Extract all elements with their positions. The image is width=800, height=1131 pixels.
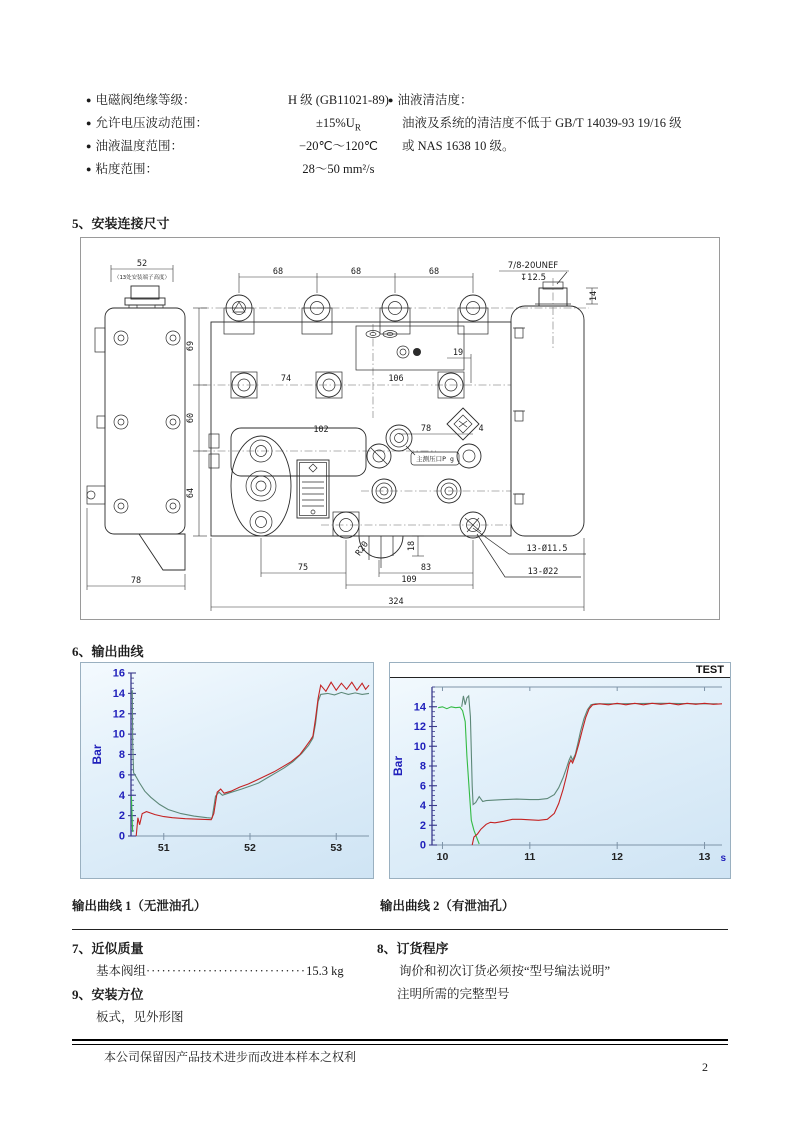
spec-row <box>86 90 413 113</box>
svg-text:2: 2 <box>419 819 426 832</box>
footer-double-rule <box>72 1039 728 1045</box>
section-8-title: 8、订货程序 <box>377 941 449 956</box>
weight-value: 15.3 kg <box>306 964 344 978</box>
section-8-line-2: 注明所需的完整型号 <box>397 987 510 1001</box>
dim-label-102: 102 <box>313 425 329 435</box>
spec-row <box>86 136 413 159</box>
bullet-icon: ● <box>86 141 92 151</box>
dim-label-109: 109 <box>401 575 417 585</box>
installation-drawing <box>81 238 717 617</box>
spec-row <box>86 159 413 182</box>
dim-label-52: 52 <box>136 259 148 269</box>
spec-label: 电磁阀绝缘等级： <box>95 93 196 107</box>
section-7-title: 7、近似质量 <box>72 941 144 956</box>
svg-text:10: 10 <box>112 728 125 741</box>
dim-note-terminal: （13处安装端子高度） <box>113 275 171 281</box>
svg-text:8: 8 <box>419 760 426 773</box>
svg-text:12: 12 <box>611 851 624 863</box>
bullet-icon: ● <box>86 95 92 105</box>
leader-label-22: 13-Ø22 <box>527 567 559 577</box>
svg-text:Bar: Bar <box>391 755 405 777</box>
svg-text:10: 10 <box>436 851 449 863</box>
side-view-right <box>499 261 599 536</box>
divider-rule <box>72 929 728 930</box>
dim-label-106: 106 <box>388 374 404 384</box>
installation-drawing-frame <box>80 237 720 620</box>
chart-1-plot <box>81 663 373 878</box>
spec-label: 允许电压波动范围： <box>95 116 208 130</box>
svg-text:Bar: Bar <box>90 744 104 765</box>
nameplate <box>297 460 329 518</box>
dim-label-74: 74 <box>280 374 292 384</box>
dim-label-78-left: 78 <box>130 576 142 586</box>
svg-text:14: 14 <box>112 687 125 700</box>
dim-label-19: 19 <box>452 348 464 358</box>
leader-label-11-5: 13-Ø11.5 <box>526 544 568 554</box>
spec-text-line: 油液及系统的清洁度不低于 GB/T 14039-93 19/16 级 <box>402 116 682 130</box>
svg-text:6: 6 <box>118 769 125 782</box>
spec-value: H 级 (GB11021-89) <box>287 93 389 107</box>
svg-text:51: 51 <box>157 842 170 854</box>
svg-text:6: 6 <box>419 780 426 793</box>
svg-text:16: 16 <box>112 667 125 680</box>
spec-text-line: 或 NAS 1638 10 级。 <box>402 139 515 153</box>
section-5-title: 5、安装连接尺寸 <box>72 216 170 231</box>
spec-label: 油液清洁度： <box>397 93 473 107</box>
chart-2-title: TEST <box>390 663 730 678</box>
svg-text:52: 52 <box>244 842 256 854</box>
svg-text:12: 12 <box>112 708 125 721</box>
spec-row <box>86 113 413 136</box>
bullet-icon: ● <box>86 118 92 128</box>
svg-text:8: 8 <box>118 749 125 761</box>
output-curve-chart-2 <box>389 662 731 879</box>
dim-label-r20: R20 <box>353 539 371 559</box>
dim-label-68c: 68 <box>428 267 440 277</box>
dim-label-60: 60 <box>186 412 196 424</box>
caption-chart-2: 输出曲线 2（有泄油孔） <box>380 899 515 913</box>
spec-row <box>388 90 682 113</box>
dim-label-64: 64 <box>186 487 196 499</box>
spec-value: 28～50 mm²/s <box>302 162 375 176</box>
front-view <box>186 267 589 611</box>
dim-label-18: 18 <box>407 540 417 552</box>
svg-text:0: 0 <box>118 830 125 843</box>
bullet-icon: ● <box>388 95 394 105</box>
footer-note: 本公司保留因产品技术进步而改进本样本之权利 <box>104 1050 357 1064</box>
weight-item-label: 基本阀组 <box>96 964 147 978</box>
dim-label-68b: 68 <box>350 267 362 277</box>
brand-logo-diamond <box>447 408 479 440</box>
curve-green <box>438 707 479 844</box>
page-number: 2 <box>702 1060 708 1074</box>
section-8-line-1: 询价和初次订货必须按“型号编法说明” <box>399 964 611 978</box>
svg-text:s: s <box>720 853 726 864</box>
side-view-left <box>87 259 185 590</box>
dim-label-68a: 68 <box>272 267 284 277</box>
spec-label: 粘度范围： <box>95 162 158 176</box>
output-curve-chart-1 <box>80 662 374 879</box>
spec-label: 油液温度范围： <box>95 139 183 153</box>
svg-text:11: 11 <box>524 851 536 863</box>
dim-label-83: 83 <box>420 563 432 573</box>
spec-list-right <box>388 90 682 159</box>
dim-label-75: 75 <box>297 563 309 573</box>
svg-text:4: 4 <box>118 789 125 802</box>
svg-text:12: 12 <box>413 721 426 733</box>
chart-2-plot <box>390 678 730 876</box>
spec-value-main: ±15%U <box>316 116 355 130</box>
thread-note-line2: ↧12.5 <box>519 273 547 283</box>
svg-text:13: 13 <box>698 851 711 863</box>
svg-text:2: 2 <box>118 810 125 823</box>
caption-chart-1: 输出曲线 1（无泄油孔） <box>72 899 207 913</box>
spec-value: −20℃～120℃ <box>298 139 378 153</box>
curve-teal <box>462 696 718 805</box>
dim-label-324: 324 <box>388 597 404 607</box>
dim-label-14: 14 <box>589 290 599 302</box>
curve-red <box>472 703 722 845</box>
dim-label-78-mid: 78 <box>420 424 432 434</box>
svg-text:53: 53 <box>330 842 343 854</box>
svg-text:14: 14 <box>413 701 426 714</box>
section-9-title: 9、安装方位 <box>72 987 144 1002</box>
spec-value-sub: R <box>354 122 361 133</box>
curve-red <box>136 682 369 836</box>
spec-list-left <box>86 90 413 182</box>
section-7-line <box>96 961 344 979</box>
section-6-title: 6、输出曲线 <box>72 644 144 659</box>
svg-text:0: 0 <box>419 839 426 852</box>
curve-teal <box>132 690 369 818</box>
dim-label-69: 69 <box>186 340 196 352</box>
bullet-icon: ● <box>86 164 92 174</box>
dim-label-4: 4 <box>478 424 484 434</box>
svg-text:4: 4 <box>419 800 426 812</box>
port-label: 主测压口P g <box>416 455 454 463</box>
section-9-line: 板式，见外形图 <box>96 1010 184 1024</box>
dot-leader: ······························· <box>146 964 307 978</box>
svg-text:10: 10 <box>413 740 426 753</box>
thread-note-line1: 7/8-20UNEF <box>507 261 559 271</box>
